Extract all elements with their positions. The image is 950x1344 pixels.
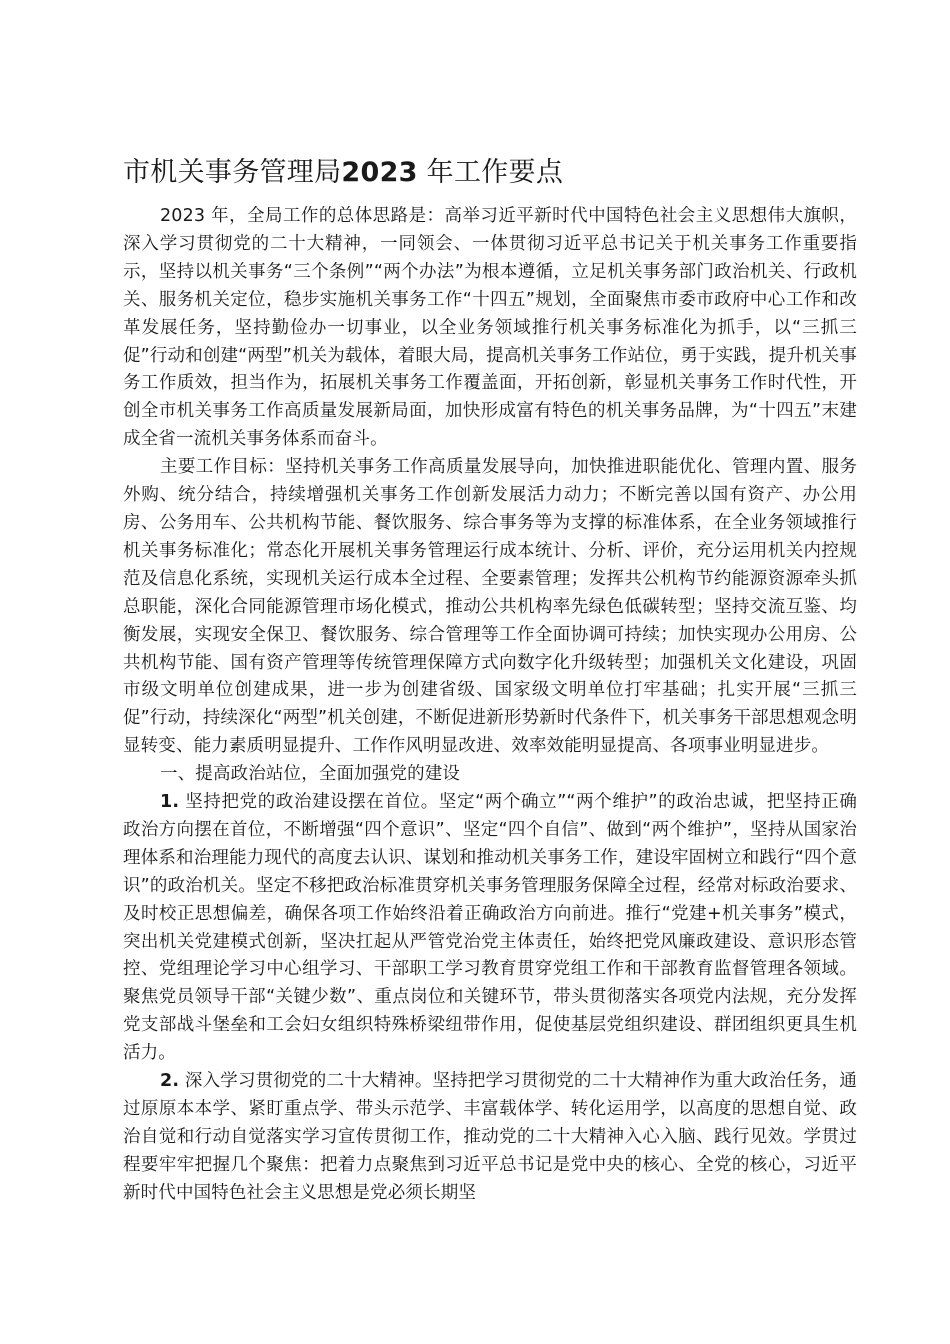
paragraph-overall-approach — [123, 203, 857, 454]
paragraph-item-1 — [123, 789, 857, 1068]
item-number: 2. — [160, 1071, 180, 1092]
paragraph-text: 坚持把党的政治建设摆在首位。坚定“两个确立”“两个维护”的政治忠诚，把坚持正确政治方向摆在首位，不断增强“四个意识”、坚定“四个自信”、做到“两个维护”，坚持从国家治理体系和治理能力现代的高度去认识、谋划和推动机关事务工作，建设牢固树立和践行“四个意识”的政治机关。坚定不移把政治标准贯穿机关事务管理服务保障全过程，经常对标政治要求、及时校正思想偏差，确保各项工作始终沿着正确政治方向前进。推行“党建+机关事务”模式，突出机关党建模式创新，坚决扛起从严管党治党主体责任，始终把党风廉政建设、意识形态管控、党组理论学习中心组学习、干部职工学习教育贯穿党组工作和干部教育监督管理各领域。聚焦党员领导干部“关键少数”、重点岗位和关键环节，带头贯彻落实各项党内法规，充分发挥党支部战斗堡垒和工会妇女组织特殊桥梁纽带作用，促使基层党组织建设、群团组织更具生机活力。 — [123, 792, 857, 1064]
title-suffix: 年工作要点 — [426, 157, 564, 188]
section-heading-1 — [123, 761, 857, 789]
paragraph-main-goals — [123, 454, 857, 761]
paragraph-item-2 — [123, 1068, 857, 1208]
item-number: 1. — [160, 792, 180, 813]
document-body — [123, 203, 857, 1208]
document-title — [123, 151, 563, 195]
paragraph-text: 2023 年，全局工作的总体思路是：高举习近平新时代中国特色社会主义思想伟大旗帜，深入学习贯彻党的二十大精神，一同领会、一体贯彻习近平总书记关于机关事务工作重要指示，坚持以机关事务“三个条例”“两个办法”为根本遵循，立足机关事务部门政治机关、行政机关、服务机关定位，稳步实施机关事务工作“十四五”规划，全面聚焦市委市政府中心工作和改革发展任务，坚持勤俭办一切事业，以全业务领域推行机关事务标准化为抓手，以“三抓三促”行动和创建“两型”机关为载体，着眼大局，提高机关事务工作站位，勇于实践，提升机关事务工作质效，担当作为，拓展机关事务工作覆盖面，开拓创新，彰显机关事务工作时代性，开创全市机关事务工作高质量发展新局面，加快形成富有特色的机关事务品牌，为“十四五”末建成全省一流机关事务体系而奋斗。 — [123, 206, 857, 450]
title-year: 2023 — [341, 157, 418, 188]
section-heading-text: 一、提高政治站位，全面加强党的建设 — [160, 764, 461, 785]
title-prefix: 市机关事务管理局 — [123, 157, 342, 188]
paragraph-text: 深入学习贯彻党的二十大精神。坚持把学习贯彻党的二十大精神作为重大政治任务，通过原原本本学、紧盯重点学、带头示范学、丰富载体学、转化运用学，以高度的思想自觉、政治自觉和行动自觉落实学习宣传贯彻工作，推动党的二十大精神入心入脑、践行见效。学贯过程要牢牢把握几个聚焦：把着力点聚焦到习近平总书记是党中央的核心、全党的核心，习近平新时代中国特色社会主义思想是党必须长期坚 — [123, 1071, 857, 1203]
paragraph-text: 主要工作目标：坚持机关事务工作高质量发展导向，加快推进职能优化、管理内置、服务外购、统分结合，持续增强机关事务工作创新发展活力动力；不断完善以国有资产、办公用房、公务用车、公共机构节能、餐饮服务、综合事务等为支撑的标准体系，在全业务领域推行机关事务标准化；常态化开展机关事务管理运行成本统计、分析、评价，充分运用机关内控规范及信息化系统，实现机关运行成本全过程、全要素管理；发挥共公机构节约能源资源牵头抓总职能，深化合同能源管理市场化模式，推动公共机构率先绿色低碳转型；坚持交流互鉴、均衡发展，实现安全保卫、餐饮服务、综合管理等工作全面协调可持续；加快实现办公用房、公共机构节能、国有资产管理等传统管理保障方式向数字化升级转型；加强机关文化建设，巩固市级文明单位创建成果，进一步为创建省级、国家级文明单位打牢基础；扎实开展“三抓三促”行动，持续深化“两型”机关创建，不断促进新形势新时代条件下，机关事务干部思想观念明显转变、能力素质明显提升、工作作风明显改进、效率效能明显提高、各项事业明显进步。 — [123, 457, 857, 757]
